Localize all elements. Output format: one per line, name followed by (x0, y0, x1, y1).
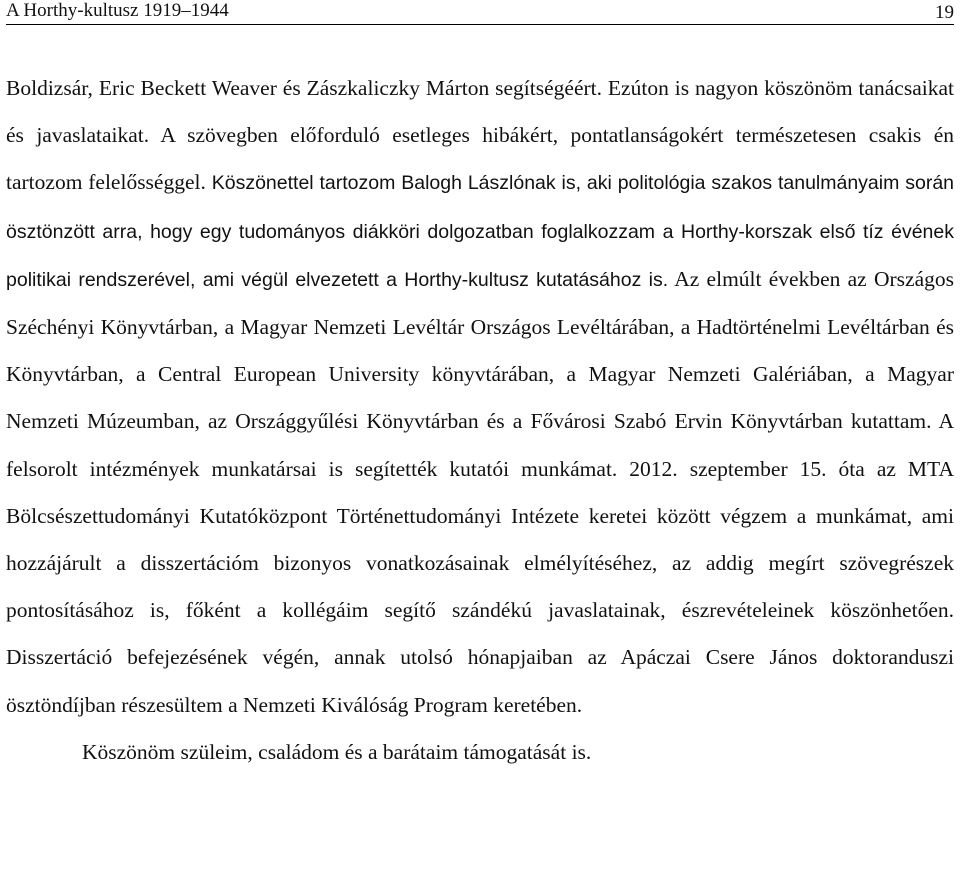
running-header-title: A Horthy-kultusz 1919–1944 (6, 0, 229, 21)
paragraph-closing: Köszönöm szüleim, családom és a barátaim támogatását is. (82, 739, 592, 764)
paragraph-text-part-4: Disszertáció befejezésének végén, annak utolsó hónapjaiban az Apáczai Csere János doktoranduszi ösztöndíjban részesültem a Nemzeti Kiválóság Program keretében. (6, 645, 954, 717)
page-number: 19 (935, 2, 954, 23)
page-header (6, 0, 954, 25)
paragraph-text-part-1: Boldizsár, Eric Beckett Weaver és Zászkaliczky Márton segítségéért. Ezúton is nagyon köszönöm tanácsaikat és javaslataikat. A szövegben előforduló esetleges hibákért, pontatlanságokért természetesen csakis én tartozom felelősséggel. (6, 76, 954, 195)
paragraph-acknowledgements (6, 65, 954, 729)
document-body (6, 65, 954, 776)
paragraph-text-part-2: Köszönettel tartozom Balogh Lászlónak is, aki politológia szakos tanulmányaim során ösztönzött arra, hogy egy tudományos diákköri dolgozatban foglalkozzam a Horthy-korszak első tíz évének politikai rendszerével, ami végül elvezetett a Horthy-kultusz kutatásához is. (6, 172, 955, 291)
paragraph-text-part-3: Az elmúlt években az Országos Széchényi Könyvtárban, a Magyar Nemzeti Levéltár Országos Levéltárában, a Hadtörténelmi Levéltárban és Könyvtárban, a Central European University könyvtárában, a Magyar Nemzeti Galériában, a Magyar Nemzeti Múzeumban, az Országgyűlési Könyvtárban és a Fővárosi Szabó Ervin Könyvtárban kutattam. A felsorolt intézmények munkatársai is segítették kutatói munkámat. 2012. szeptember 15. óta az MTA Bölcsészettudományi Kutatóközpont Történettudományi Intézete keretei között végzem a munkámat, ami hozzájárult a disszertációm bizonyos vonatkozásainak elmélyítéséhez, az addig megírt szövegrészek pontosításához is, főként a kollégáim segítő szándékú javaslatainak, észrevételeinek köszönhetően. (6, 266, 954, 623)
